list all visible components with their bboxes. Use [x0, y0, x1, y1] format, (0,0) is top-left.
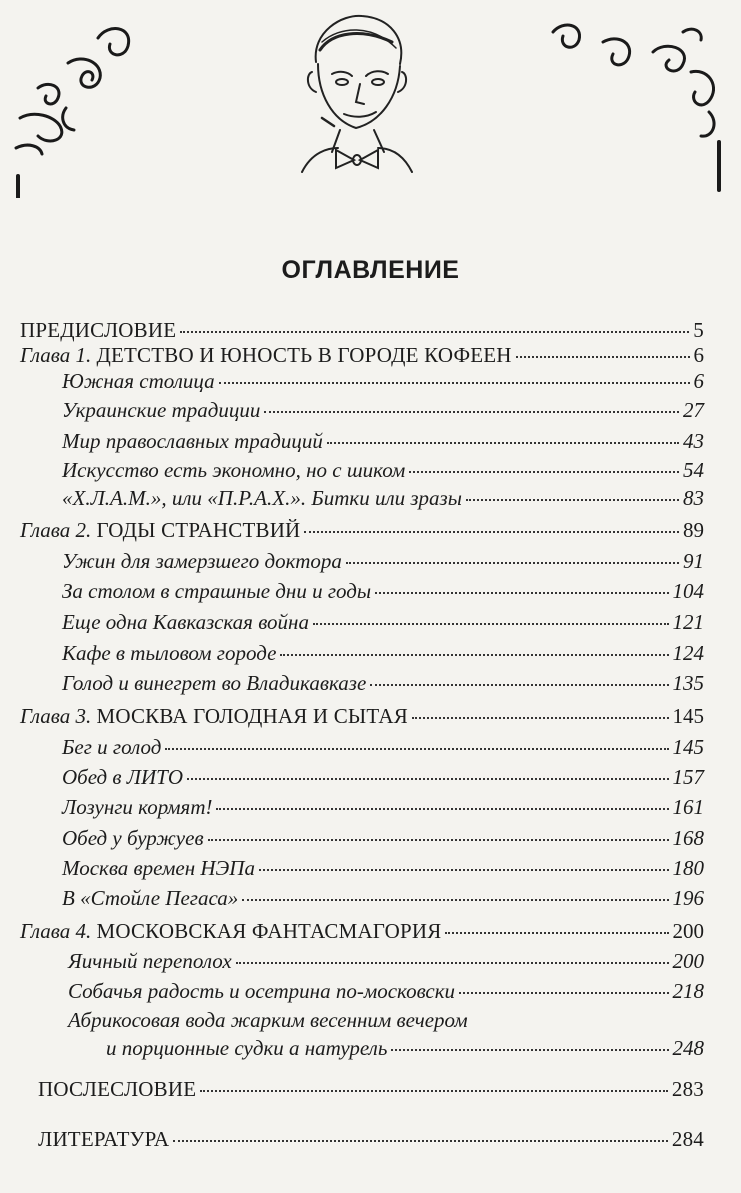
dot-leader [236, 962, 669, 964]
dot-leader [304, 531, 679, 533]
dot-leader [391, 1049, 668, 1051]
toc-entry-label: Обед в ЛИТО [62, 765, 183, 789]
toc-entry-label: Южная столица [62, 369, 215, 393]
left-ornament [8, 18, 198, 198]
toc-entry-label: Лозунги кормят! [62, 795, 213, 819]
toc-entry-label: Ужин для замерзшего доктора [62, 549, 342, 573]
toc-entry-page: 145 [672, 704, 704, 728]
dot-leader [264, 411, 679, 413]
dot-leader [216, 808, 668, 810]
toc-entry[interactable] [62, 670, 704, 696]
toc-entry-page: 124 [672, 641, 704, 665]
toc-entry-label: Еще одна Кавказская война [62, 610, 309, 634]
toc-entry[interactable] [62, 640, 704, 666]
dot-leader [242, 899, 668, 901]
toc-entry-page: 161 [672, 795, 704, 819]
dot-leader [445, 932, 668, 934]
toc-entry[interactable] [62, 794, 704, 820]
toc-entry-page: 180 [672, 856, 704, 880]
toc-chapter[interactable] [20, 703, 704, 729]
dot-leader [327, 442, 679, 444]
chapter-prefix: Глава 1. [20, 343, 92, 367]
toc-entry-page: 83 [683, 486, 704, 510]
toc-entry-label: МОСКВА ГОЛОДНАЯ И СЫТАЯ [96, 704, 408, 728]
toc-entry-page: 135 [672, 671, 704, 695]
dot-leader [180, 331, 689, 333]
page-title: ОГЛАВЛЕНИЕ [281, 256, 460, 284]
chapter-prefix: Глава 2. [20, 518, 92, 542]
dot-leader [375, 592, 668, 594]
toc-entry-label: «Х.Л.А.М.», или «П.Р.А.Х.». Битки или зразы [62, 486, 462, 510]
toc-entry[interactable] [62, 885, 704, 911]
dot-leader [346, 562, 679, 564]
toc-entry-page: 157 [672, 765, 704, 789]
dot-leader [409, 471, 679, 473]
toc-entry[interactable] [68, 948, 704, 974]
dot-leader [516, 356, 690, 358]
toc-entry[interactable] [62, 428, 704, 454]
toc-entry-page: 6 [693, 343, 704, 367]
toc-entry-label: Бег и голод [62, 735, 162, 759]
toc-entry-page: 91 [683, 549, 704, 573]
toc-entry[interactable] [62, 457, 704, 483]
toc-entry-label-line1: Абрикосовая вода жарким весенним вечером [68, 1008, 468, 1032]
toc-entry-label: ГОДЫ СТРАНСТВИЙ [96, 518, 301, 542]
toc-entry[interactable] [62, 855, 704, 881]
dot-leader [200, 1090, 668, 1092]
dot-leader [173, 1140, 668, 1142]
toc-chapter[interactable] [20, 517, 704, 543]
toc-entry-page: 283 [671, 1077, 704, 1101]
toc-entry-page: 168 [672, 826, 704, 850]
toc-entry-page: 43 [683, 429, 704, 453]
toc-entry-label: Украинские традиции [62, 398, 261, 422]
toc-entry-page: 5 [693, 318, 704, 342]
toc-entry-label: В «Стойле Пегаса» [62, 886, 239, 910]
dot-leader [165, 748, 668, 750]
toc-entry-label: ДЕТСТВО И ЮНОСТЬ В ГОРОДЕ КОФЕЕН [96, 343, 512, 367]
toc-entry-label: ПОСЛЕСЛОВИЕ [38, 1077, 197, 1101]
toc-entry-page: 284 [671, 1127, 704, 1151]
toc-entry-page: 89 [683, 518, 704, 542]
toc-entry-label: Яичный переполох [68, 949, 232, 973]
toc-entry[interactable] [38, 1076, 704, 1102]
toc-entry-label: ЛИТЕРАТУРА [38, 1127, 170, 1151]
toc-entry-page: 27 [683, 398, 704, 422]
right-ornament [533, 12, 733, 202]
toc-entry-label: Голод и винегрет во Владикавказе [62, 671, 367, 695]
toc-entry-page: 248 [672, 1036, 704, 1060]
toc-entry[interactable] [106, 1035, 704, 1061]
toc-entry-label: Искусство есть экономно, но с шиком [62, 458, 406, 482]
dot-leader [187, 778, 669, 780]
toc-entry[interactable] [62, 485, 704, 511]
toc-entry-label: ПРЕДИСЛОВИЕ [20, 318, 177, 342]
dot-leader [219, 382, 690, 384]
toc-entry[interactable] [62, 578, 704, 604]
toc-entry-label: МОСКОВСКАЯ ФАНТАСМАГОРИЯ [96, 919, 442, 943]
toc-entry-label: Москва времен НЭПа [62, 856, 255, 880]
toc-entry-label: и порционные судки а натурель [106, 1036, 388, 1060]
chapter-prefix: Глава 4. [20, 919, 92, 943]
dot-leader [280, 654, 668, 656]
toc-entry[interactable] [68, 978, 704, 1004]
toc-entry-label: Кафе в тыловом городе [62, 641, 277, 665]
toc-entry[interactable] [20, 317, 704, 343]
chapter-prefix: Глава 3. [20, 704, 92, 728]
dot-leader [259, 869, 669, 871]
toc-chapter[interactable] [20, 342, 704, 368]
toc-entry-label: Собачья радость и осетрина по-московски [68, 979, 456, 1003]
dot-leader [208, 839, 669, 841]
toc-entry-page: 121 [672, 610, 704, 634]
toc-entry-page: 145 [672, 735, 704, 759]
toc-entry[interactable] [62, 609, 704, 635]
toc-entry[interactable] [62, 734, 704, 760]
toc-entry-page: 200 [672, 949, 704, 973]
toc-entry-page: 196 [672, 886, 704, 910]
toc-entry-page: 6 [693, 369, 704, 393]
dot-leader [313, 623, 669, 625]
dot-leader [459, 992, 668, 994]
toc-entry[interactable] [62, 397, 704, 423]
toc-entry[interactable] [62, 764, 704, 790]
toc-entry[interactable] [38, 1126, 704, 1152]
toc-entry-label: За столом в страшные дни и годы [62, 579, 372, 603]
toc-entry-page: 54 [683, 458, 704, 482]
toc-entry[interactable] [62, 825, 704, 851]
toc-entry-page: 200 [672, 919, 704, 943]
author-portrait [292, 2, 422, 174]
toc-entry-page: 218 [672, 979, 704, 1003]
toc-chapter[interactable] [20, 918, 704, 944]
dot-leader [370, 684, 668, 686]
toc-entry-label: Обед у буржуев [62, 826, 204, 850]
toc-entry-page: 104 [672, 579, 704, 603]
toc-entry[interactable] [62, 548, 704, 574]
dot-leader [412, 717, 669, 719]
dot-leader [466, 499, 679, 501]
toc-entry[interactable] [62, 368, 704, 394]
toc-entry-label: Мир православных традиций [62, 429, 323, 453]
